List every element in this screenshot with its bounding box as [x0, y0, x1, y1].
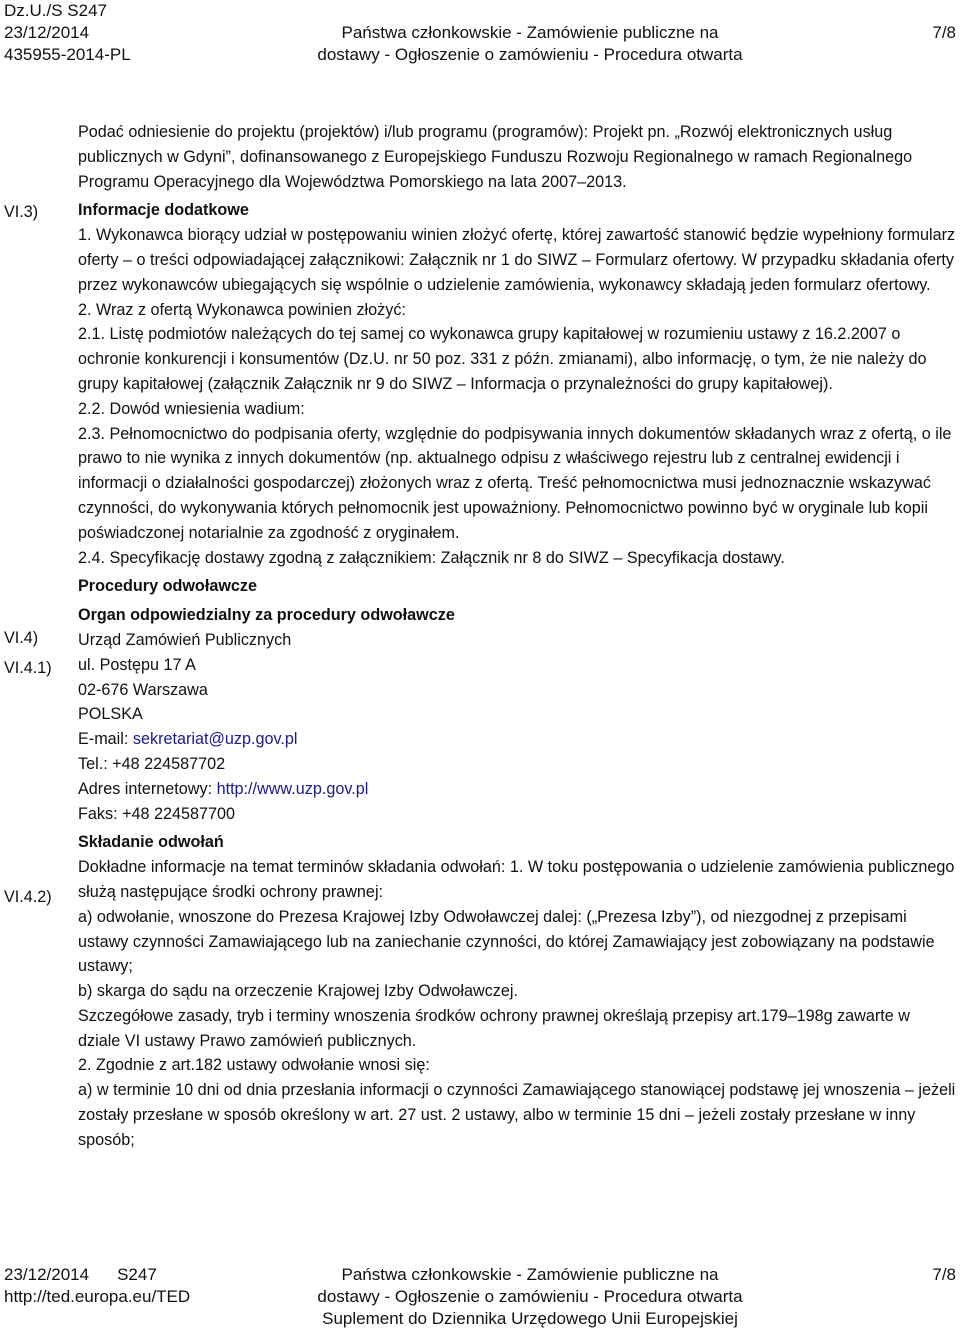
- organ-web-row: [78, 777, 956, 802]
- header-date: 23/12/2014: [4, 23, 90, 42]
- footer-line-1: Państwa członkowskie - Zamówienie publiczne na: [341, 1265, 719, 1284]
- footer-page-number: 7/8: [932, 1265, 956, 1284]
- section-number-vi4: VI.4): [4, 629, 39, 647]
- footer-url: http://ted.europa.eu/TED: [4, 1287, 191, 1306]
- footer-line-3: Suplement do Dziennika Urzędowego Unii Europejskiej: [322, 1309, 738, 1328]
- page-header: [0, 0, 960, 70]
- footer-series: S247: [117, 1265, 157, 1284]
- header-center: [310, 0, 750, 66]
- organ-street: ul. Postępu 17 A: [78, 655, 196, 674]
- organ-country: POLSKA: [78, 705, 143, 724]
- info-paragraph: 2.1. Listę podmiotów należących do tej samej co wykonawca grupy kapitałowej w rozumieniu ustawy z 16.2.2007 o ochronie konkurencji i konsumentów (Dz.U. nr 50 poz. 331 z późn. zmianami), albo informację, o tym, że nie należy do grupy kapitałowej (załącznik Załącznik nr 9 do SIWZ – Informacja o przynależności do grupy kapitałowej).: [78, 325, 927, 393]
- header-left: [4, 0, 131, 66]
- header-line-2: dostawy - Ogłoszenie o zamówieniu - Procedura otwarta: [317, 45, 743, 64]
- project-reference: Podać odniesienie do projektu (projektów) i/lub programu (programów): Projekt pn. „Rozwój elektronicznych usług publicznych w Gdyni”, dofinansowanego z Europejskiego Funduszu Rozwoju Regionalnego w ramach Regionalnego Programu Operacyjnego dla Województwa Pomorskiego na lata 2007–2013.: [78, 123, 913, 191]
- web-label: Adres internetowy:: [78, 779, 217, 798]
- section-title-procedures: Procedury odwoławcze: [78, 577, 258, 596]
- section-title-appeals: Składanie odwołań: [78, 833, 224, 852]
- organ-city: 02-676 Warszawa: [78, 680, 208, 699]
- section-number-vi3: VI.3): [4, 203, 39, 221]
- footer-date: 23/12/2014: [4, 1265, 90, 1284]
- organ-email-row: [78, 727, 956, 752]
- header-page-number: [932, 0, 956, 44]
- organ-fax: Faks: +48 224587700: [78, 804, 236, 823]
- email-label: E-mail:: [78, 730, 133, 749]
- main-content: [78, 120, 956, 1153]
- info-paragraph: 2.2. Dowód wniesienia wadium:: [78, 399, 305, 418]
- email-link[interactable]: sekretariat@uzp.gov.pl: [132, 730, 298, 749]
- appeals-paragraph: a) w terminie 10 dni od dnia przesłania informacji o czynności Zamawiającego stanowiącej podstawę jej wnoszenia – jeżeli zostały przesłane w sposób określony w art. 27 ust. 2 ustawy, albo w terminie 15 dni – jeżeli zostały przesłane w inny sposób;: [78, 1081, 956, 1149]
- footer-center: [310, 1264, 750, 1330]
- section-number-vi41: VI.4.1): [4, 659, 52, 677]
- footer-left: [4, 1264, 190, 1308]
- appeals-paragraph: Szczegółowe zasady, tryb i terminy wnoszenia środków ochrony prawnej określają przepisy art.179–198g zawarte w dziale VI ustawy Prawo zamówień publicznych.: [78, 1006, 910, 1050]
- organ-name: Urząd Zamówień Publicznych: [78, 630, 292, 649]
- notice-number: 435955-2014-PL: [4, 45, 131, 64]
- info-paragraph: 2.3. Pełnomocnictwo do podpisania oferty, względnie do podpisywania innych dokumentów składanych wraz z ofertą, o ile prawo to nie wynika z innych dokumentów (np. aktualnego odpisu z właściwego rejestru lub z centralnej ewidencji i informacji o działalności gospodarczej) złożonych wraz z ofertą. Treść pełnomocnictwa musi jednoznacznie wskazywać czynności, do wykonywania których pełnomocnik jest upoważniony. Pełnomocnictwo powinno być w oryginale lub kopii poświadczonej notarialnie za zgodność z oryginałem.: [78, 424, 952, 542]
- page-footer: [0, 1264, 960, 1334]
- footer-date-row: [4, 1264, 190, 1286]
- website-link[interactable]: http://www.uzp.gov.pl: [216, 779, 369, 798]
- appeals-paragraph: 2. Zgodnie z art.182 ustawy odwołanie wnosi się:: [78, 1056, 430, 1075]
- section-title-additional-info: Informacje dodatkowe: [78, 201, 249, 220]
- section-number-vi42: VI.4.2): [4, 888, 52, 906]
- appeals-paragraph: Dokładne informacje na temat terminów składania odwołań: 1. W toku postępowania o udzielenie zamówienia publicznego służą następujące środki ochrony prawnej:: [78, 858, 955, 901]
- footer-line-2: dostawy - Ogłoszenie o zamówieniu - Procedura otwarta: [317, 1287, 743, 1306]
- info-paragraph: 2. Wraz z ofertą Wykonawca powinien złożyć:: [78, 300, 406, 319]
- header-page-text: 7/8: [932, 23, 956, 42]
- appeals-paragraph: b) skarga do sądu na orzeczenie Krajowej Izby Odwoławczej.: [78, 982, 518, 1001]
- appeals-paragraph: a) odwołanie, wnoszone do Prezesa Krajowej Izby Odwoławczej dalej: („Prezesa Izby”), od niezgodnej z przepisami ustawy czynności Zamawiającego lub na zaniechanie czynności, do której Zamawiający jest zobowiązany na podstawie ustawy;: [78, 907, 935, 976]
- info-paragraph: 1. Wykonawca biorący udział w postępowaniu winien złożyć ofertę, której zawartość stanowić będzie wypełniony formularz oferty – o treści odpowiadającej załącznikowi: Załącznik nr 1 do SIWZ – Formularz ofertowy. W przypadku składania oferty przez wykonawców ubiegających się wspólnie o udzielenie zamówienia, wykonawcy składają jeden formularz ofertowy.: [78, 226, 956, 294]
- header-line-1: Państwa członkowskie - Zamówienie publiczne na: [341, 23, 719, 42]
- info-paragraph: 2.4. Specyfikację dostawy zgodną z załącznikiem: Załącznik nr 8 do SIWZ – Specyfikacja dostawy.: [78, 548, 785, 567]
- organ-phone: Tel.: +48 224587702: [78, 754, 226, 773]
- section-title-appeal-body: Organ odpowiedzialny za procedury odwoławcze: [78, 606, 455, 625]
- journal-ref: Dz.U./S S247: [4, 1, 107, 20]
